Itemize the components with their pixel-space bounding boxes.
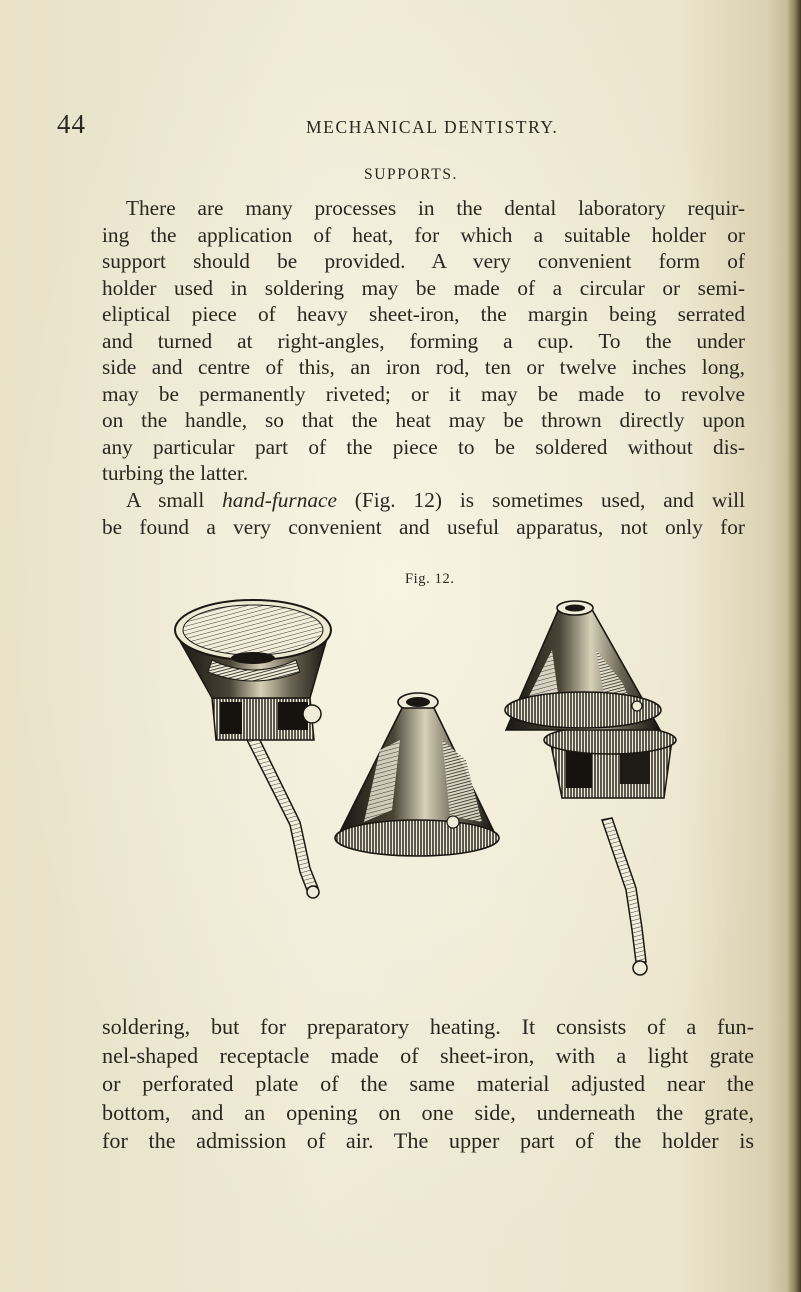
hand-furnace-illustration (150, 590, 710, 1000)
text-line: bottom, and an opening on one side, underneath the grate, (102, 1099, 754, 1125)
running-title: MECHANICAL DENTISTRY. (306, 117, 559, 137)
text-line: any particular part of the piece to be soldered without dis- (102, 434, 745, 459)
right-holder-drawing (505, 601, 676, 975)
text-line: soldering, but for preparatory heating. It consists of a fun- (102, 1014, 754, 1039)
text-line: eliptical piece of heavy sheet-iron, the margin being serrated (102, 302, 745, 326)
text-line: turbing the latter. (102, 461, 249, 485)
text-run: (Fig. 12) is sometimes used, and will (336, 488, 745, 512)
text-line: holder used in soldering may be made of a circular or semi- (102, 275, 745, 300)
paragraph-hand-furnace (102, 487, 745, 540)
text-line: support should be provided. A very convenient form of (102, 249, 745, 273)
text-run: A small (126, 488, 223, 512)
text-line: for the admission of air. The upper part of the holder is (102, 1128, 754, 1153)
left-holder-drawing (175, 600, 331, 898)
text-line: or perforated plate of the same material adjusted near the (102, 1071, 754, 1096)
text-line: and turned at right-angles, forming a cup. To the under (102, 328, 745, 353)
text-line: There are many processes in the dental laboratory requir- (126, 196, 745, 220)
page-number: 44 (57, 109, 86, 139)
text-line: be found a very convenient and useful apparatus, not only for (102, 514, 745, 539)
paragraph-supports (102, 195, 745, 487)
center-cone-drawing (335, 693, 499, 856)
section-title: SUPPORTS. (364, 166, 459, 183)
text-line: may be permanently riveted; or it may be made to revolve (102, 381, 745, 406)
text-line: nel-shaped receptacle made of sheet-iron, with a light grate (102, 1042, 754, 1068)
page-edge-shadow (787, 0, 801, 1292)
italic-term: hand-furnace (222, 488, 337, 512)
figure-caption: Fig. 12. (405, 571, 455, 587)
text-line (102, 487, 745, 514)
paragraph-description (102, 1013, 754, 1156)
text-line: ing the application of heat, for which a suitable holder or (102, 222, 745, 247)
text-line: on the handle, so that the heat may be thrown directly upon (102, 408, 745, 432)
text-line: side and centre of this, an iron rod, ten or twelve inches long, (102, 355, 745, 379)
